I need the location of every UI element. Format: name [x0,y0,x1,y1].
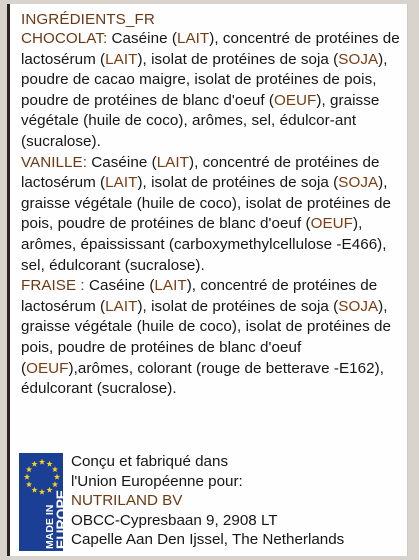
company-name: NUTRILAND BV [71,492,183,510]
ingredient-text: ), concentré de protéines de lactosérum ( [21,153,380,192]
section-title: INGRÉDIENTS_FR [21,11,155,28]
eu-star-icon [26,481,32,487]
allergen-lait: LAIT [105,297,138,315]
allergen-oeuf: OEUF [274,91,317,109]
made-in-europe-badge [19,453,69,551]
ingredient-text: Caséine ( [107,30,177,47]
address-line1: OBCC-Cypresbaan 9, 2908 LT [71,511,278,529]
union-text: l'Union Européenne pour: [71,472,243,490]
ingredient-text: ), isolat de protéines de soja ( [137,174,339,192]
flavor-name: CHOCOLAT: [21,30,108,47]
ingredient-text: Caséine ( [86,153,157,171]
ingredient-text: ), graisse végétale (huile de coco), isolat de protéines de pois, poudre de protéines de blanc d'oeuf ( [21,297,392,377]
made-in-text: Conçu et fabriqué dans [71,453,229,470]
flavor-name: VANILLE: [21,153,87,171]
eu-star-icon [39,459,45,465]
ingredient-text: Caséine ( [84,277,155,295]
allergen-lait: LAIT [176,30,210,47]
allergen-oeuf: OEUF [26,359,69,377]
flavor-block-vanille [21,153,403,277]
eu-star-icon [54,474,60,480]
allergen-soja: SOJA [338,297,379,315]
eu-star-icon [31,461,37,467]
eu-star-icon [24,474,30,480]
eu-star-icon [26,466,32,472]
badge-line1: MADE IN [44,504,56,549]
allergen-lait: LAIT [156,153,189,171]
ingredient-text: ), arômes, épaississant (carboxymethylcellulose -E466), sel, édulcorant (sucralose). [21,215,387,274]
flavor-block-fraise [21,276,403,400]
manufacturer-footer [19,453,409,553]
ingredient-text: ), concentré de protéines de lactosérum ( [21,30,400,68]
allergen-lait: LAIT [105,50,138,68]
ingredient-text: ),arômes, colorant (rouge de betterave -E162), édulcorant (sucralose). [21,359,384,398]
flavor-block-chocolat [21,29,403,153]
ingredient-text: ), isolat de protéines de soja ( [137,297,339,315]
ingredient-text: ), poudre de cacao maigre, isolat de protéines de pois, poudre de protéines de blanc d'oeuf ( [21,50,388,109]
ingredient-text: ), graisse végétale (huile de coco), isolat de protéines de pois, poudre de protéines de blanc d'oeuf ( [21,174,392,233]
eu-star-icon [52,466,58,472]
allergen-lait: LAIT [105,174,138,192]
ingredient-text: ), graisse végétale (huile de coco), arômes, sel, édulcor-ant (sucralose). [21,91,380,150]
ingredients-label [7,4,408,556]
allergen-soja: SOJA [338,50,379,68]
badge-line2: EUROPE [53,489,69,549]
badge-text [45,490,67,549]
allergen-soja: SOJA [338,174,379,192]
eu-star-icon [52,481,58,487]
address-line2: Capelle Aan Den Ijssel, The Netherlands [71,531,345,549]
eu-star-icon [31,487,37,493]
allergen-oeuf: OEUF [310,215,353,233]
flavor-name: FRAISE : [21,277,85,295]
ingredient-text: ), concentré de protéines de lactosérum ( [21,277,378,315]
allergen-lait: LAIT [154,277,187,295]
eu-star-icon [46,461,52,467]
ingredient-text: ), isolat de protéines de soja ( [137,50,339,68]
manufacturer-info [71,452,411,550]
